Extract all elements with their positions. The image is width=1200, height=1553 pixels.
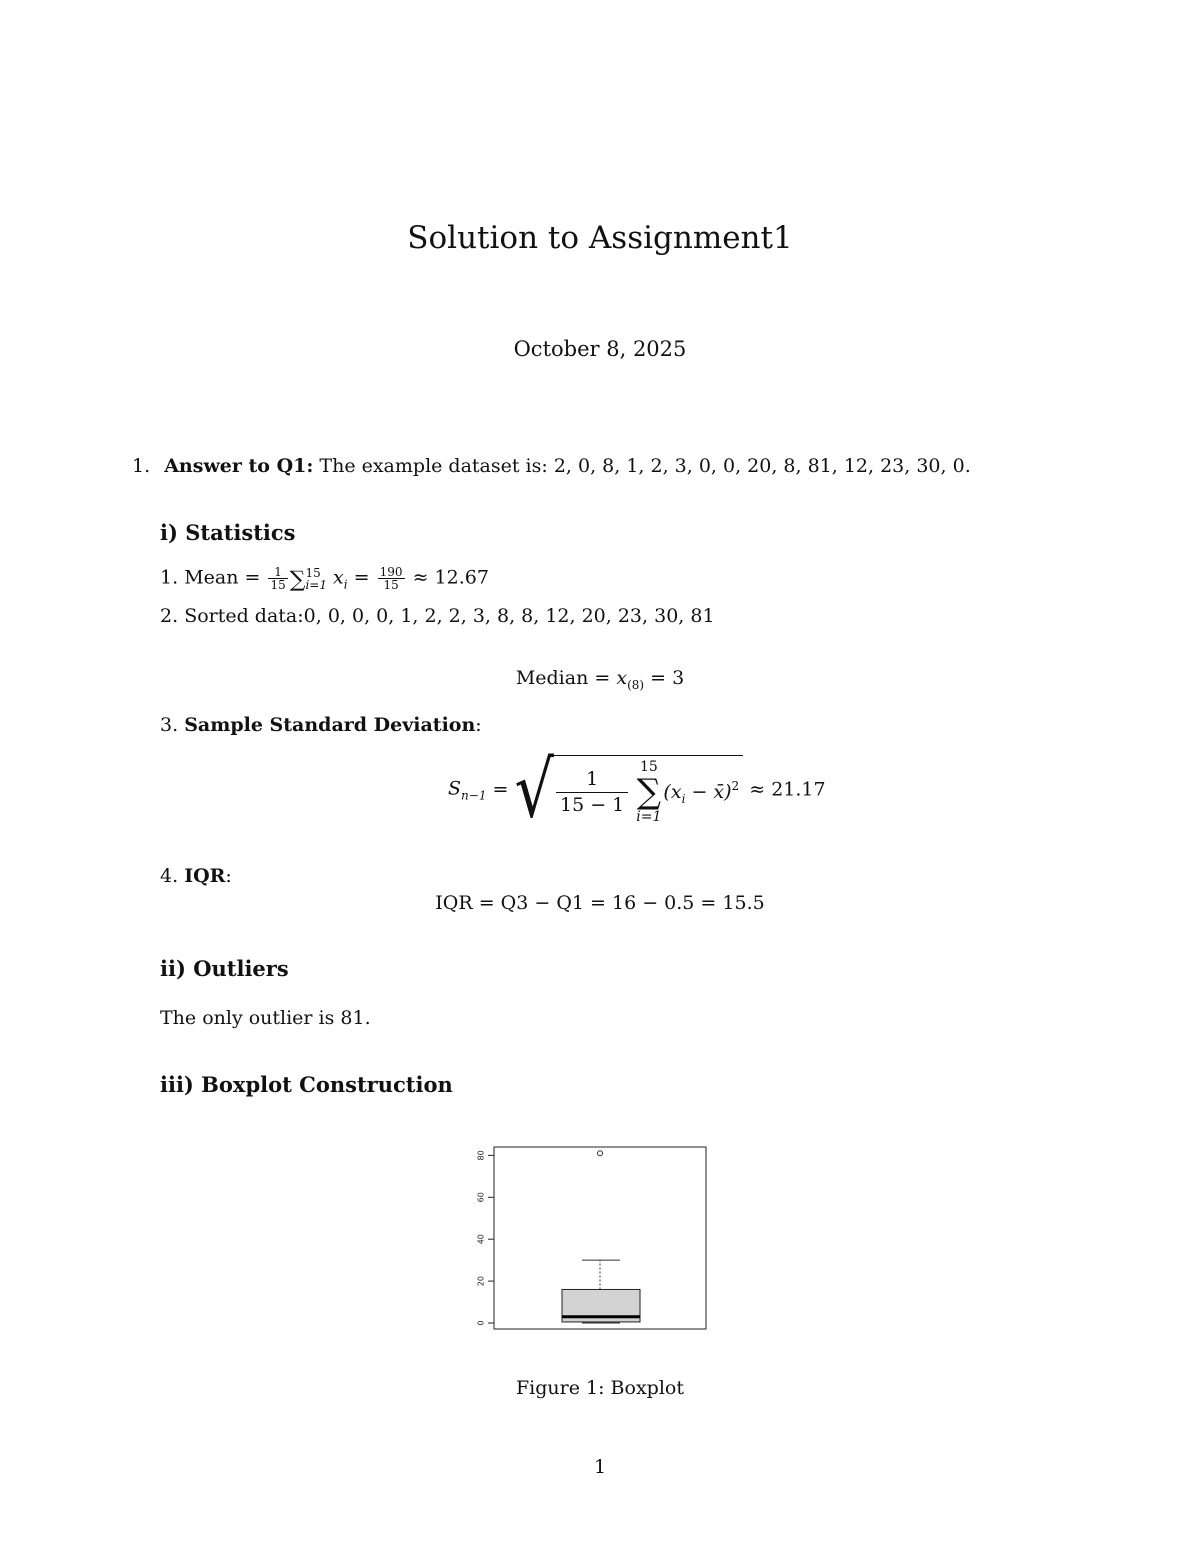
mean-fraction: $\frac{1}{15}$ [270, 565, 286, 592]
sorted-text: Sorted data:0, 0, 0, 0, 1, 2, 2, 3, 8, 8, 12, 20, 23, 30, 81 [184, 605, 715, 627]
sd-label: Sample Standard Deviation [184, 714, 476, 736]
figure-caption: Figure 1: Boxplot [516, 1377, 684, 1399]
y-tick-label: 80 [476, 1150, 486, 1161]
y-tick-label: 20 [476, 1276, 486, 1287]
mean-sum-limits: 15 i=1 [305, 565, 327, 592]
mean-number: 1. [160, 566, 179, 589]
q1-label: Answer to Q1: [164, 455, 314, 477]
sorted-number: 2. [160, 605, 179, 627]
mean-value: ≈ 12.67 [412, 566, 489, 589]
page-title: Solution to Assignment1 [407, 220, 793, 256]
outliers-text: The only outlier is 81. [160, 1007, 371, 1029]
q1-number: 1. [132, 455, 151, 477]
mean-x: x [333, 566, 344, 589]
page-number: 1 [593, 1456, 607, 1478]
boxplot-chart [470, 1140, 715, 1335]
sd-number: 3. [160, 714, 179, 736]
q1-text: The example dataset is: 2, 0, 8, 1, 2, 3, 0, 0, 20, 8, 81, 12, 23, 30, 0. [319, 455, 971, 477]
sd-sum: 15 ∑ i=1 [636, 759, 662, 825]
section-heading-outliers: ii) Outliers [160, 956, 289, 981]
mean-equals: = [244, 566, 261, 589]
y-tick-label: 0 [476, 1320, 486, 1326]
box-group [562, 1151, 640, 1323]
sqrt-symbol: √ [514, 743, 554, 835]
iqr-line: 4. IQR: [160, 865, 232, 887]
q1-line [132, 455, 971, 477]
iqr-number: 4. [160, 865, 179, 887]
y-tick-label: 60 [476, 1192, 486, 1203]
section-heading-boxplot: iii) Boxplot Construction [160, 1072, 453, 1097]
iqr-equation: IQR = Q3 − Q1 = 16 − 0.5 = 15.5 [435, 892, 765, 914]
iqr-label: IQR [184, 865, 226, 887]
sd-fraction: $\frac{1}{15 - 1}$ [556, 767, 628, 817]
y-axis [477, 1150, 495, 1325]
sqrt: √ $\frac{1}{15 - 1}$ 15 ∑ i=1 ($x_i$ − x̄)$^2$ [514, 755, 743, 824]
mean-line: 1. Mean = $\frac{1}{15}$ ∑ 15 i=1 $x_i$ = $\frac{190}{15}$ ≈ 12.67 [160, 565, 489, 593]
sum-symbol: ∑ [289, 567, 306, 593]
document-date: October 8, 2025 [513, 337, 687, 361]
median-equation: Median = $x_{(8)} = 3$ [515, 667, 685, 692]
sorted-line [160, 605, 715, 627]
sd-line: 3. Sample Standard Deviation: [160, 714, 482, 736]
section-heading-statistics: i) Statistics [160, 520, 296, 545]
mean-total-fraction: $\frac{190}{15}$ [379, 565, 403, 592]
sd-value: ≈ 21.17 [749, 778, 826, 801]
y-tick-label: 40 [476, 1234, 486, 1245]
sd-equation: $S_{n-1}$ = √ $\frac{1}{15 - 1}$ 15 ∑ i=1 ($x_i$ − x̄)$^2$ ≈ 21.17 [448, 743, 826, 835]
outlier-point [598, 1151, 603, 1156]
mean-label: Mean [184, 566, 239, 589]
